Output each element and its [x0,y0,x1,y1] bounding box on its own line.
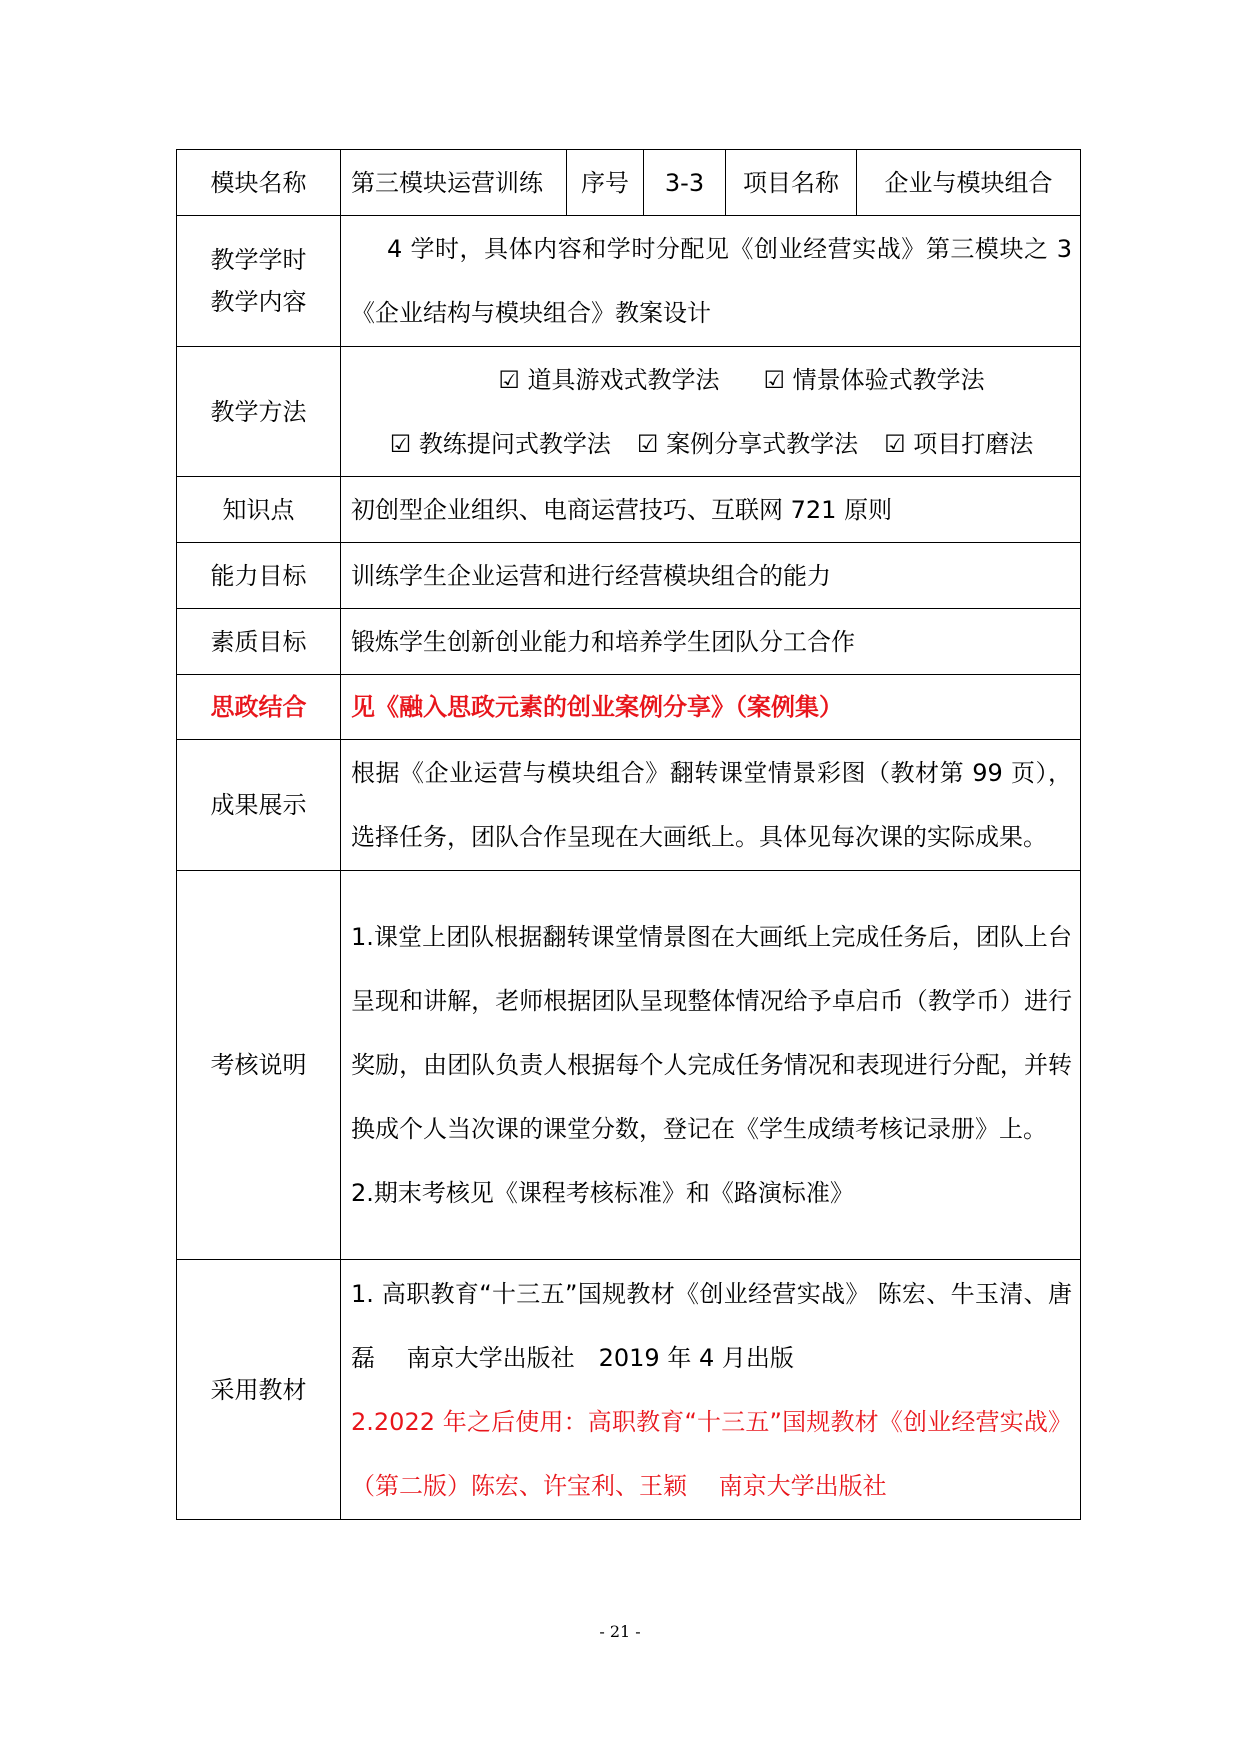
ideology-value: 见《融入思政元素的创业案例分享》（案例集） [341,675,1081,740]
ability-value: 训练学生企业运营和进行经营模块组合的能力 [341,543,1081,609]
row-module [177,150,1081,216]
results-value: 根据《企业运营与模块组合》翻转课堂情景彩图（教材第 99 页），选择任务，团队合作呈现在大画纸上。具体见每次课的实际成果。 [341,740,1081,871]
method-coach-questioning: ☑ 教练提问式教学法 [389,429,611,458]
module-name-value: 第三模块运营训练 [341,150,567,216]
textbook-content [341,1260,1081,1520]
textbook-item-1: 1. 高职教育“十三五”国规教材《创业经营实战》 陈宏、牛玉清、唐磊 南京大学出版社 2019 年 4 月出版 [351,1279,1072,1372]
lesson-plan-table [176,149,1081,1520]
methods-label: 教学方法 [177,347,341,477]
seq-value: 3-3 [644,150,726,216]
row-ability [177,543,1081,609]
method-prop-game: ☑ 道具游戏式教学法 [498,365,720,394]
quality-value: 锻炼学生创新创业能力和培养学生团队分工合作 [341,609,1081,675]
hours-label-line1: 教学学时 [210,246,307,274]
method-case-sharing: ☑ 案例分享式教学法 [636,429,859,458]
ability-label: 能力目标 [177,543,341,609]
row-quality [177,609,1081,675]
assessment-item-1: 1.课堂上团队根据翻转课堂情景图在大画纸上完成任务后，团队上台呈现和讲解，老师根据团队呈现整体情况给予卓启币（教学币）进行奖励，由团队负责人根据每个人完成任务情况和表现进行分配，并转换成个人当次课的课堂分数，登记在《学生成绩考核记录册》上。 [351,923,1072,1143]
project-name-value: 企业与模块组合 [857,150,1081,216]
row-ideology [177,675,1081,740]
method-scenario-experience: ☑ 情景体验式教学法 [763,365,985,394]
hours-label-line2: 教学内容 [210,288,307,316]
knowledge-value: 初创型企业组织、电商运营技巧、互联网 721 原则 [341,477,1081,543]
row-methods [177,347,1081,477]
hours-text: 4 学时，具体内容和学时分配见《创业经营实战》第三模块之 3《企业结构与模块组合》教案设计 [341,216,1081,347]
assessment-label: 考核说明 [177,871,341,1260]
hours-label [177,216,341,347]
knowledge-label: 知识点 [177,477,341,543]
row-textbook [177,1260,1081,1520]
page-number: - 21 - [599,1622,641,1641]
project-name-label: 项目名称 [726,150,857,216]
quality-label: 素质目标 [177,609,341,675]
methods-list [341,347,1081,477]
row-results [177,740,1081,871]
module-name-label: 模块名称 [177,150,341,216]
assessment-content [341,871,1081,1260]
ideology-label: 思政结合 [177,675,341,740]
row-assessment [177,871,1081,1260]
results-label: 成果展示 [177,740,341,871]
seq-label: 序号 [567,150,644,216]
method-project-polishing: ☑ 项目打磨法 [884,429,1034,458]
assessment-item-2: 2.期末考核见《课程考核标准》和《路演标准》 [351,1179,854,1207]
textbook-item-2: 2.2022 年之后使用：高职教育“十三五”国规教材《创业经营实战》 （第二版）陈宏、许宝利、王颖 南京大学出版社 [351,1407,1072,1500]
row-knowledge [177,477,1081,543]
row-hours [177,216,1081,347]
textbook-label: 采用教材 [177,1260,341,1520]
